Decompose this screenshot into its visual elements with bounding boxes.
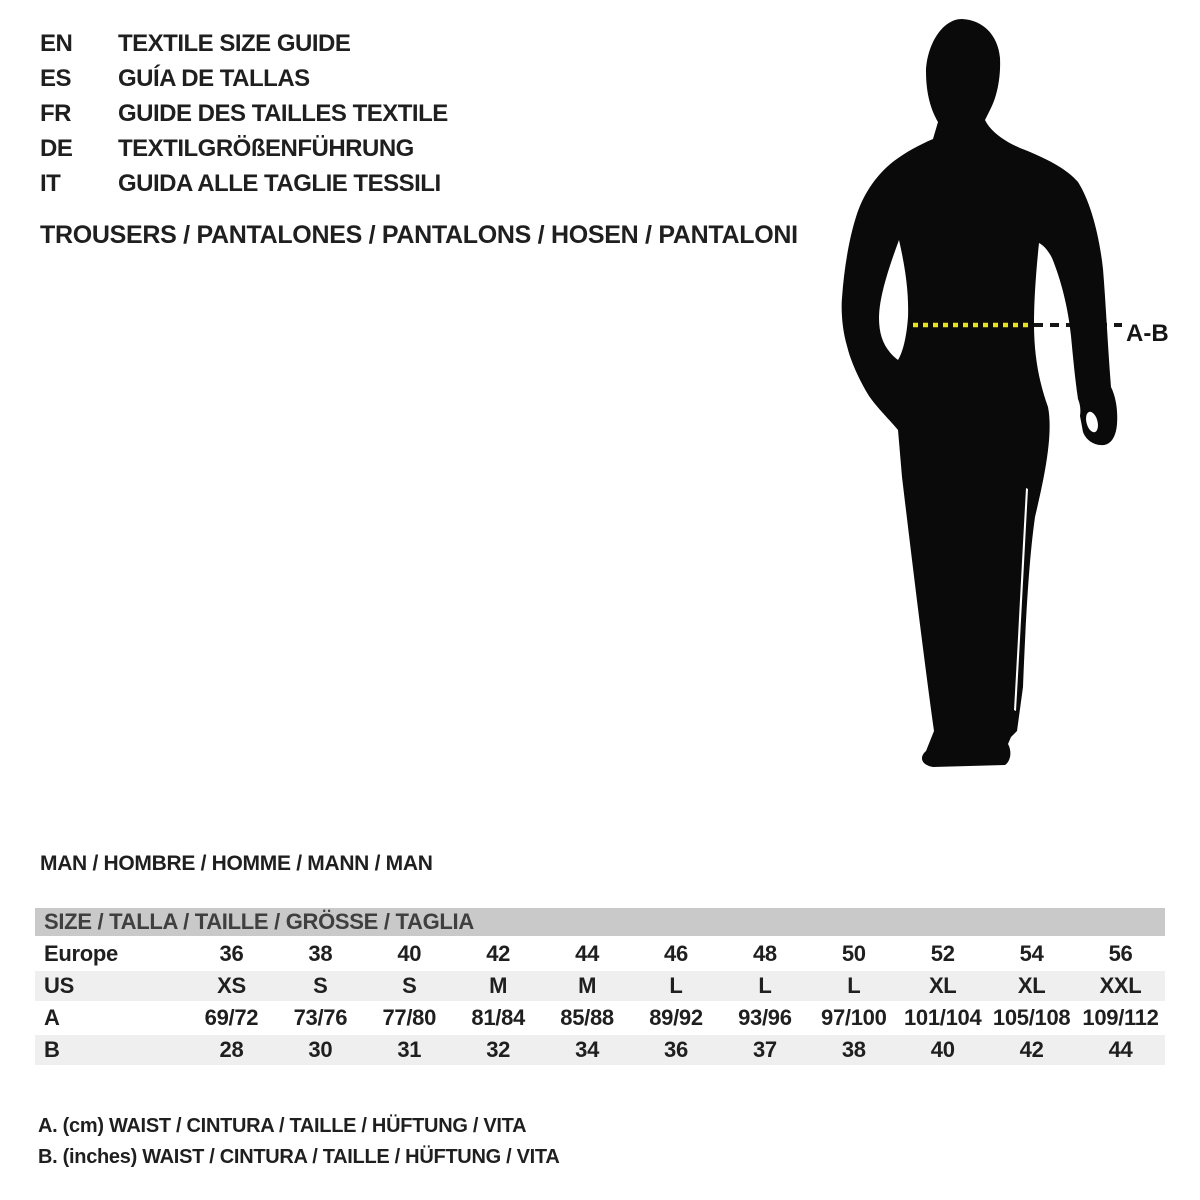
size-cell: 93/96 — [738, 1005, 792, 1030]
size-cell: L — [669, 973, 683, 998]
size-cell: 97/100 — [821, 1005, 887, 1030]
size-cell: XS — [217, 973, 246, 998]
size-cell: 44 — [1108, 1037, 1133, 1062]
language-title: GUIDE DES TAILLES TEXTILE — [118, 99, 448, 127]
size-cell: 42 — [486, 941, 511, 966]
size-cell: S — [313, 973, 328, 998]
row-label: US — [44, 973, 74, 998]
size-cell: 85/88 — [560, 1005, 614, 1030]
size-cell: 77/80 — [382, 1005, 437, 1030]
measure-notes — [38, 1111, 560, 1173]
language-row — [40, 166, 448, 201]
size-cell: 38 — [841, 1037, 866, 1062]
size-cell: 101/104 — [903, 1005, 982, 1030]
row-label: A — [44, 1005, 60, 1030]
language-title: GUIDA ALLE TAGLIE TESSILI — [118, 169, 441, 197]
language-row — [40, 96, 448, 131]
size-cell: M — [578, 973, 597, 998]
size-table — [35, 908, 1165, 1067]
size-cell: 37 — [752, 1037, 777, 1062]
size-cell: 40 — [930, 1037, 955, 1062]
language-code: DE — [40, 134, 73, 162]
size-cell: 42 — [1019, 1037, 1044, 1062]
size-table-row — [35, 971, 1165, 1001]
language-row — [40, 26, 448, 61]
row-label: B — [44, 1037, 60, 1062]
measure-note: A. (cm) WAIST / CINTURA / TAILLE / HÜFTUNG / VITA — [38, 1115, 527, 1137]
size-table-body — [35, 939, 1165, 1065]
size-cell: L — [758, 973, 772, 998]
size-cell: 36 — [219, 941, 244, 966]
measure-label: A-B — [1126, 320, 1169, 347]
size-cell: 44 — [575, 941, 600, 966]
language-code: FR — [40, 99, 71, 127]
language-code: EN — [40, 29, 73, 57]
language-row — [40, 131, 448, 166]
man-silhouette-body — [842, 19, 1118, 767]
category-title: TROUSERS / PANTALONES / PANTALONS / HOSEN / PANTALONI — [40, 221, 798, 249]
size-cell: 34 — [575, 1037, 600, 1062]
language-code: ES — [40, 64, 72, 92]
size-cell: M — [489, 973, 508, 998]
size-cell: 50 — [841, 941, 866, 966]
size-cell: S — [402, 973, 417, 998]
size-cell: L — [847, 973, 861, 998]
size-table-header: SIZE / TALLA / TAILLE / GRÖSSE / TAGLIA — [35, 908, 1165, 936]
size-cell: 73/76 — [293, 1005, 348, 1030]
size-cell: 40 — [397, 941, 422, 966]
size-table-row — [35, 1003, 1165, 1033]
size-cell: 69/72 — [204, 1005, 259, 1030]
size-table-row — [35, 1035, 1165, 1065]
size-cell: 38 — [308, 941, 333, 966]
size-cell: 109/112 — [1082, 1005, 1159, 1030]
language-title: GUÍA DE TALLAS — [118, 64, 310, 92]
size-cell: XL — [1017, 973, 1046, 998]
language-row — [40, 61, 448, 96]
size-cell: 56 — [1108, 941, 1133, 966]
measure-note: B. (inches) WAIST / CINTURA / TAILLE / HÜFTUNG / VITA — [38, 1146, 560, 1168]
size-cell: XL — [928, 973, 957, 998]
size-cell: 48 — [752, 941, 777, 966]
size-table-row — [35, 939, 1165, 969]
size-cell: 54 — [1019, 941, 1044, 966]
language-list — [40, 26, 448, 201]
size-cell: 36 — [664, 1037, 688, 1062]
size-cell: 89/92 — [649, 1005, 703, 1030]
gender-title: MAN / HOMBRE / HOMME / MANN / MAN — [40, 852, 433, 875]
size-cell: 81/84 — [471, 1005, 525, 1030]
size-cell: 105/108 — [992, 1005, 1071, 1030]
size-cell: 32 — [486, 1037, 511, 1062]
size-cell: 30 — [308, 1037, 333, 1062]
size-cell: 31 — [397, 1037, 422, 1062]
language-title: TEXTILE SIZE GUIDE — [118, 29, 351, 57]
man-silhouette-figure — [820, 10, 1200, 790]
language-code: IT — [40, 169, 61, 197]
language-title: TEXTILGRÖßENFÜHRUNG — [118, 134, 414, 162]
size-cell: 28 — [219, 1037, 244, 1062]
size-cell: 46 — [664, 941, 688, 966]
man-silhouette — [820, 10, 1200, 790]
size-cell: 52 — [930, 941, 955, 966]
row-label: Europe — [44, 941, 118, 966]
size-cell: XXL — [1099, 973, 1142, 998]
